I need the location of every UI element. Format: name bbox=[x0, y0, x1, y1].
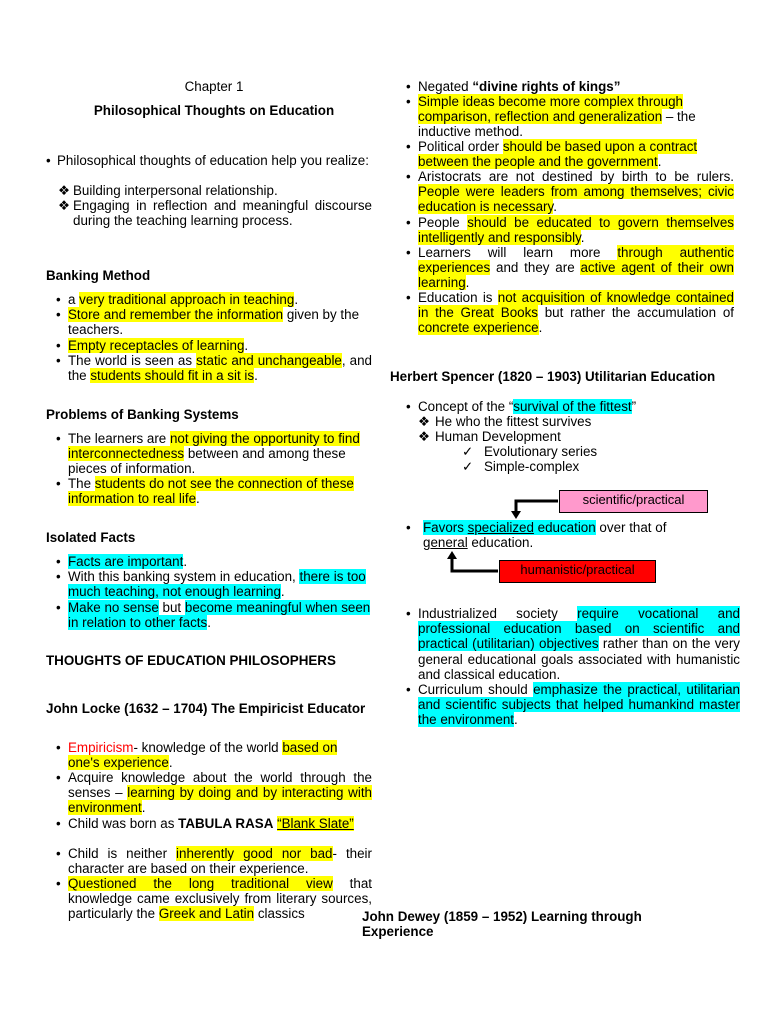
bullet-dot-icon: • bbox=[56, 770, 61, 785]
bullet-dot-icon: • bbox=[406, 139, 411, 154]
bullet-dot-icon: • bbox=[56, 353, 61, 368]
bullet-dot-icon: • bbox=[406, 169, 411, 184]
bullet-dot-icon: • bbox=[406, 520, 411, 535]
bullet-dot-icon: • bbox=[56, 600, 61, 615]
humanistic-practical-label: humanistic/practical bbox=[499, 560, 656, 583]
bullet-dot-icon: • bbox=[56, 338, 61, 353]
section-heading-problems: Problems of Banking Systems bbox=[46, 407, 239, 422]
bullet-dot-icon: • bbox=[406, 94, 411, 109]
sub-list-item: ❖ Engaging in reflection and meaningful discourse during the teaching learning process. bbox=[58, 198, 372, 229]
bullet-dot-icon: • bbox=[56, 816, 61, 831]
bullet-dot-icon: • bbox=[56, 307, 61, 322]
section-heading-locke: John Locke (1632 – 1704) The Empiricist Educator bbox=[46, 701, 366, 716]
chapter-label: Chapter 1 bbox=[184, 79, 244, 94]
bullet-dot-icon: • bbox=[56, 431, 61, 446]
section-heading-dewey: John Dewey (1859 – 1952) Learning through Experience bbox=[362, 909, 642, 940]
list-item: • Philosophical thoughts of education help you realize: bbox=[46, 153, 369, 168]
bullet-dot-icon: • bbox=[406, 245, 411, 260]
section-heading-thoughts: THOUGHTS OF EDUCATION PHILOSOPHERS bbox=[46, 653, 336, 668]
bullet-dot-icon: • bbox=[406, 399, 411, 414]
scientific-practical-label: scientific/practical bbox=[559, 490, 708, 513]
bullet-dot-icon: • bbox=[56, 476, 61, 491]
check-icon: ✓ bbox=[462, 444, 474, 459]
section-heading-spencer: Herbert Spencer (1820 – 1903) Utilitarian Education bbox=[390, 369, 716, 384]
bullet-dot-icon: • bbox=[56, 292, 61, 307]
section-heading-isolated: Isolated Facts bbox=[46, 530, 136, 545]
diamond-bullet-icon: ❖ bbox=[418, 414, 431, 429]
diamond-bullet-icon: ❖ bbox=[58, 198, 71, 213]
bullet-dot-icon: • bbox=[406, 290, 411, 305]
diamond-bullet-icon: ❖ bbox=[58, 183, 71, 198]
bullet-dot-icon: • bbox=[46, 153, 51, 168]
bullet-dot-icon: • bbox=[56, 740, 61, 755]
bullet-dot-icon: • bbox=[56, 554, 61, 569]
bullet-dot-icon: • bbox=[406, 79, 411, 94]
check-icon: ✓ bbox=[462, 459, 474, 474]
page-title: Philosophical Thoughts on Education bbox=[93, 103, 335, 118]
bullet-dot-icon: • bbox=[56, 846, 61, 861]
section-heading-banking: Banking Method bbox=[46, 268, 151, 283]
bullet-dot-icon: • bbox=[406, 215, 411, 230]
bullet-dot-icon: • bbox=[56, 569, 61, 584]
diamond-bullet-icon: ❖ bbox=[418, 429, 431, 444]
bullet-dot-icon: • bbox=[406, 606, 411, 621]
bullet-dot-icon: • bbox=[56, 876, 61, 891]
bullet-dot-icon: • bbox=[406, 682, 411, 697]
